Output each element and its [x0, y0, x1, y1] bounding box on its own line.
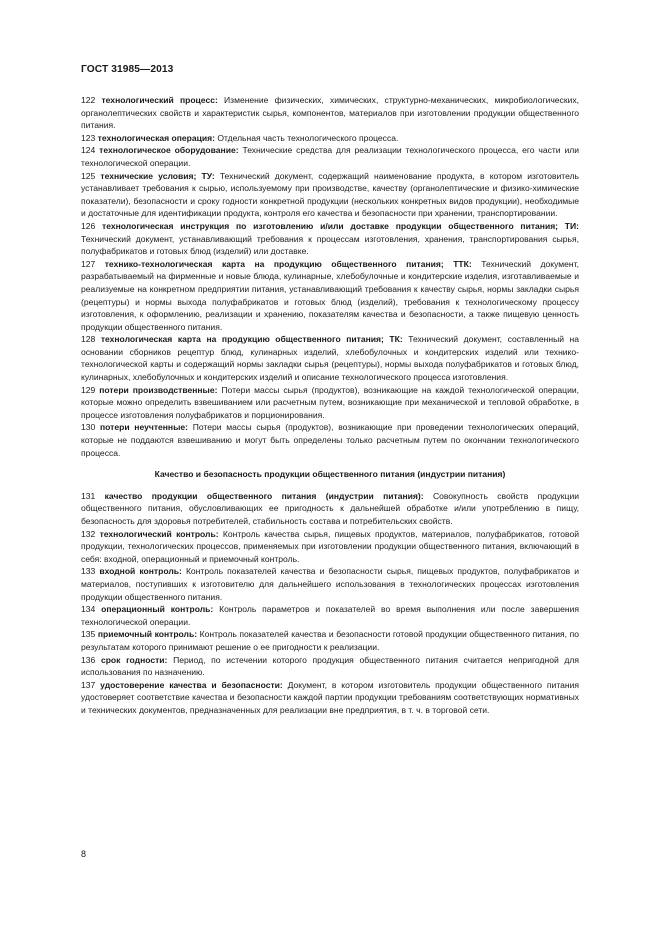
term-entry — [81, 490, 579, 528]
term-name: технико-технологическая карта на продукцию общественного питания; ТТК: — [104, 258, 472, 269]
term-number: 123 — [81, 132, 96, 143]
term-number: 124 — [81, 145, 96, 156]
term-entry — [81, 94, 579, 132]
term-definition: Контроль параметров и показателей во время выполнения или после завершения технологической операции. — [81, 604, 580, 627]
term-entry — [81, 170, 579, 220]
term-name: технологическая карта на продукцию общественного питания; ТК: — [100, 334, 403, 345]
term-entry — [81, 528, 579, 566]
term-entry — [81, 679, 579, 717]
term-entry — [81, 333, 579, 383]
term-number: 136 — [81, 654, 96, 665]
term-number: 132 — [81, 528, 96, 539]
term-definition: Контроль показателей качества и безопасности сырья, пищевых продуктов, полуфабрикатов и материалов, поступивших к изготовителю для дальнейшего использования в технологических процессах изготовления продукции общественного питания. — [81, 566, 580, 602]
term-definition: Изменение физических, химических, структурно-механических, микробиологических, органолептических свойств и характеристик сырья, компонентов, материалов при изготовлении продукции общественного питания. — [81, 95, 579, 131]
term-name: качество продукции общественного питания (индустрии питания): — [104, 490, 424, 501]
term-name: потери производственные: — [99, 384, 218, 395]
document-body — [81, 94, 579, 717]
term-number: 129 — [81, 384, 96, 395]
term-definition: Документ, в котором изготовитель продукции общественного питания удостоверяет соответствие качества и безопасности каждой партии продукции требованиям соответствующих нормативных и технических документов, предназначенных для реализации вне предприятия, в т. ч. в торговой сети. — [81, 679, 580, 715]
term-definition: Контроль показателей качества и безопасности готовой продукции общественного питания, по результатам которого принимают решение о ее пригодности к реализации. — [81, 629, 579, 652]
term-definition: Технические средства для реализации технологического процесса, его части или технологической операции. — [81, 145, 580, 168]
term-name: потери неучтенные: — [100, 422, 188, 433]
term-entry — [81, 220, 579, 258]
term-entry — [81, 628, 579, 653]
term-entry — [81, 603, 579, 628]
term-name: приемочный контроль: — [97, 629, 198, 640]
term-name: срок годности: — [100, 654, 168, 665]
term-name: удостоверение качества и безопасности: — [100, 679, 283, 690]
term-number: 122 — [81, 95, 96, 105]
term-definition: Потери массы сырья (продуктов), возникающие при проведении технологических операций, которые не поддаются взвешиванию и могут быть определены только расчетным путем по окончании технологического процесса. — [81, 422, 580, 458]
page-number: 8 — [81, 849, 87, 859]
term-number: 130 — [81, 422, 96, 433]
term-name: технологическая операция: — [97, 132, 215, 143]
term-name: технологическая инструкция по изготовлению и/или доставке продукции общественного питания; ТИ: — [102, 220, 579, 231]
term-definition: Потери массы сырья (продуктов), возникающие на каждой технологической операции, которые можно определить взвешиванием или расчетным путем, возникающие при механической и тепловой обработке, в процессе изготовления полуфабрикатов и порционирования. — [81, 384, 580, 420]
term-definition: Период, по истечении которого продукция общественного питания считается непригодной для использования по назначению. — [81, 654, 580, 678]
terms-list-technology — [81, 94, 579, 459]
term-entry — [81, 144, 579, 169]
term-entry — [81, 565, 579, 603]
term-number: 128 — [81, 334, 96, 345]
term-name: входной контроль: — [99, 566, 182, 577]
term-entry — [81, 384, 579, 422]
term-entry — [81, 421, 579, 459]
term-definition: Совокупность свойств продукции общественного питания, обусловливающих ее пригодность к дальнейшей обработке и/или употреблению в пищу, безопасность для здоровья потребителей, стабильность состава и потребительских свойств. — [81, 490, 579, 526]
term-number: 127 — [81, 258, 96, 269]
term-definition: Технический документ, разрабатываемый на фирменные и новые блюда, кулинарные, хлебобулочные и кондитерские изделия, изготавливаемые и реализуемые на конкретном предприятии питания, устанавливающий требования к качеству сырья, нормы закладки сырья (рецептуры) и нормы выхода полуфабрикатов и готовых блюд (изделий), требования к технологическому процессу изготовления, к оформлению, реализации и хранению, показателям качества и безопасности, а также пищевую ценность продукции общественного питания. — [81, 258, 579, 332]
term-number: 131 — [81, 490, 96, 501]
terms-list-quality — [81, 490, 579, 717]
term-definition: Отдельная часть технологического процесса. — [217, 132, 399, 143]
term-number: 126 — [81, 220, 96, 231]
term-number: 125 — [81, 170, 96, 181]
term-number: 137 — [81, 679, 96, 690]
term-entry — [81, 654, 579, 679]
term-name: технологический процесс: — [101, 95, 218, 105]
term-number: 135 — [81, 629, 96, 640]
term-definition: Технический документ, содержащий наименование продукта, в котором изготовитель устанавливает требования к сырью, используемому при производстве, качеству (органолептические и физико-химические показатели), безопасности и сроку годности конкретной продукции (нескольких конкретных видов продукции), необходимые и достаточные для идентификации продукта, контроля его качества и безопасности при хранении, транспортировании. — [81, 170, 580, 219]
term-definition: Технический документ, составленный на основании сборников рецептур блюд, кулинарных изделий, хлебобулочных и кондитерских изделий или технико-технологической карты и содержащий нормы закладки сырья (рецептуры), нормы выхода полуфабрикатов и готовых блюд, кулинарных, хлебобулочных и кондитерских изделий и описание технологического процесса изготовления. — [81, 334, 580, 383]
term-number: 134 — [81, 604, 96, 615]
term-definition: Контроль качества сырья, пищевых продуктов, материалов, полуфабрикатов, готовой продукции, технологических процессов, применяемых при изготовлении продукции общественного питания, включающий в себя: входной, операционный и приемочный контроль. — [81, 528, 579, 564]
document-header: ГОСТ 31985—2013 — [81, 64, 174, 75]
term-entry — [81, 258, 579, 334]
term-name: операционный контроль: — [101, 604, 214, 615]
term-name: технологический контроль: — [99, 528, 219, 539]
term-definition: Технический документ, устанавливающий требования к процессам изготовления, хранения, транспортирования сырья, полуфабрикатов и готовых блюд (изделий) или доставке. — [81, 233, 579, 257]
section-title: Качество и безопасность продукции общественного питания (индустрии питания) — [154, 469, 506, 480]
term-number: 133 — [81, 566, 96, 577]
term-name: технические условия; ТУ: — [100, 170, 215, 181]
term-entry — [81, 132, 579, 145]
term-name: технологическое оборудование: — [99, 145, 239, 156]
